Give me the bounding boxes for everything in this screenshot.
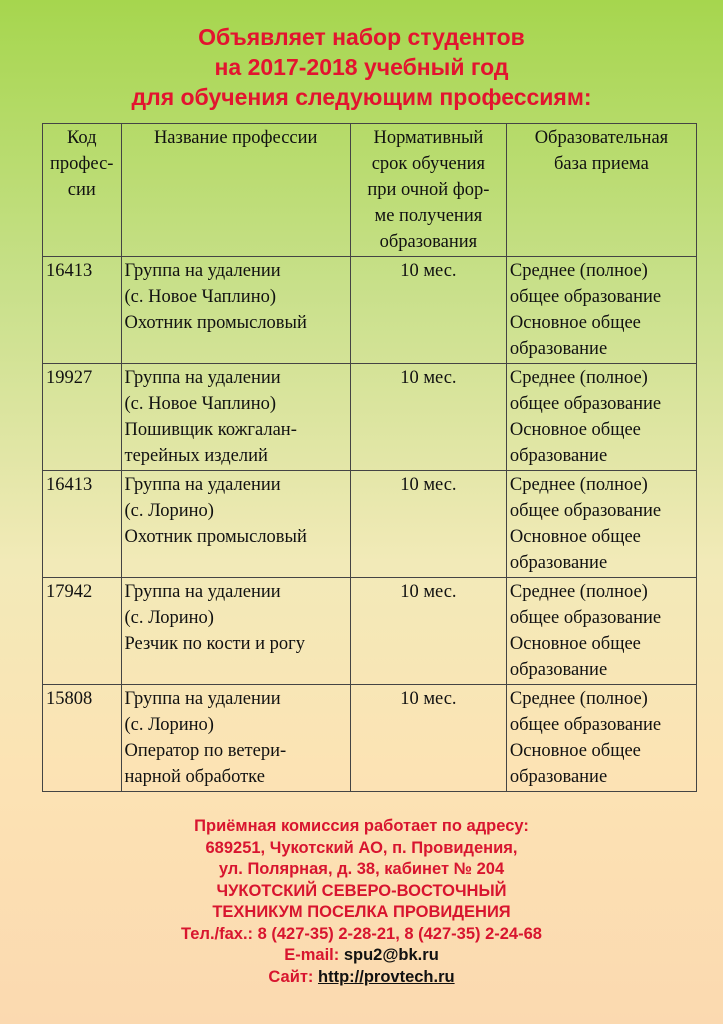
cell-code: 16413 (43, 257, 122, 364)
cell-term: 10 мес. (350, 257, 506, 364)
email-label: E-mail: (284, 946, 340, 964)
column-header-code: Код профес- сии (43, 124, 122, 257)
professions-table (42, 123, 697, 792)
cell-name: Группа на удалении (с. Лорино) Оператор по ветери- нарной обработке (121, 685, 350, 792)
cell-name: Группа на удалении (с. Лорино) Резчик по кости и рогу (121, 578, 350, 685)
table-header-row (43, 124, 697, 257)
address-line-2: ул. Полярная, д. 38, кабинет № 204 (218, 860, 505, 878)
table-row (43, 471, 697, 578)
college-name-line-2: ТЕХНИКУМ ПОСЕЛКА ПРОВИДЕНИЯ (212, 903, 511, 921)
column-header-term: Нормативный срок обучения при очной фор- ме получения образования (350, 124, 506, 257)
site-link[interactable]: http://provtech.ru (318, 967, 455, 986)
cell-term: 10 мес. (350, 364, 506, 471)
table-row (43, 578, 697, 685)
cell-base: Среднее (полное) общее образование Основное общее образование (506, 578, 696, 685)
email-value: spu2@bk.ru (343, 946, 439, 964)
site-label: Сайт: (268, 967, 314, 986)
cell-name: Группа на удалении (с. Новое Чаплино) Пошивщик кожгалан- терейных изделий (121, 364, 350, 471)
cell-term: 10 мес. (350, 471, 506, 578)
admission-office-line: Приёмная комиссия работает по адресу: (194, 817, 529, 835)
cell-base: Среднее (полное) общее образование Основное общее образование (506, 257, 696, 364)
table-row (43, 685, 697, 792)
column-header-name: Название профессии (121, 124, 350, 257)
contact-info (0, 816, 723, 988)
cell-base: Среднее (полное) общее образование Основное общее образование (506, 471, 696, 578)
cell-base: Среднее (полное) общее образование Основное общее образование (506, 364, 696, 471)
header-line-3: для обучения следующим профессиям: (131, 84, 592, 110)
college-name-line-1: ЧУКОТСКИЙ СЕВЕРО-ВОСТОЧНЫЙ (216, 881, 507, 900)
table-row (43, 257, 697, 364)
site-line (0, 967, 723, 989)
cell-term: 10 мес. (350, 578, 506, 685)
cell-base: Среднее (полное) общее образование Основное общее образование (506, 685, 696, 792)
header-line-2: на 2017-2018 учебный год (214, 54, 509, 80)
email-line (0, 945, 723, 967)
column-header-base: Образовательная база приема (506, 124, 696, 257)
cell-code: 15808 (43, 685, 122, 792)
cell-code: 17942 (43, 578, 122, 685)
cell-term: 10 мес. (350, 685, 506, 792)
phone-line: Тел./fax.: 8 (427-35) 2-28-21, 8 (427-35) 2-24-68 (181, 924, 542, 943)
cell-name: Группа на удалении (с. Лорино) Охотник промысловый (121, 471, 350, 578)
header-line-1: Объявляет набор студентов (198, 24, 525, 50)
address-line-1: 689251, Чукотский АО, п. Провидения, (205, 838, 518, 857)
cell-name: Группа на удалении (с. Новое Чаплино) Охотник промысловый (121, 257, 350, 364)
table-row (43, 364, 697, 471)
cell-code: 19927 (43, 364, 122, 471)
announcement-header (0, 22, 723, 112)
cell-code: 16413 (43, 471, 122, 578)
